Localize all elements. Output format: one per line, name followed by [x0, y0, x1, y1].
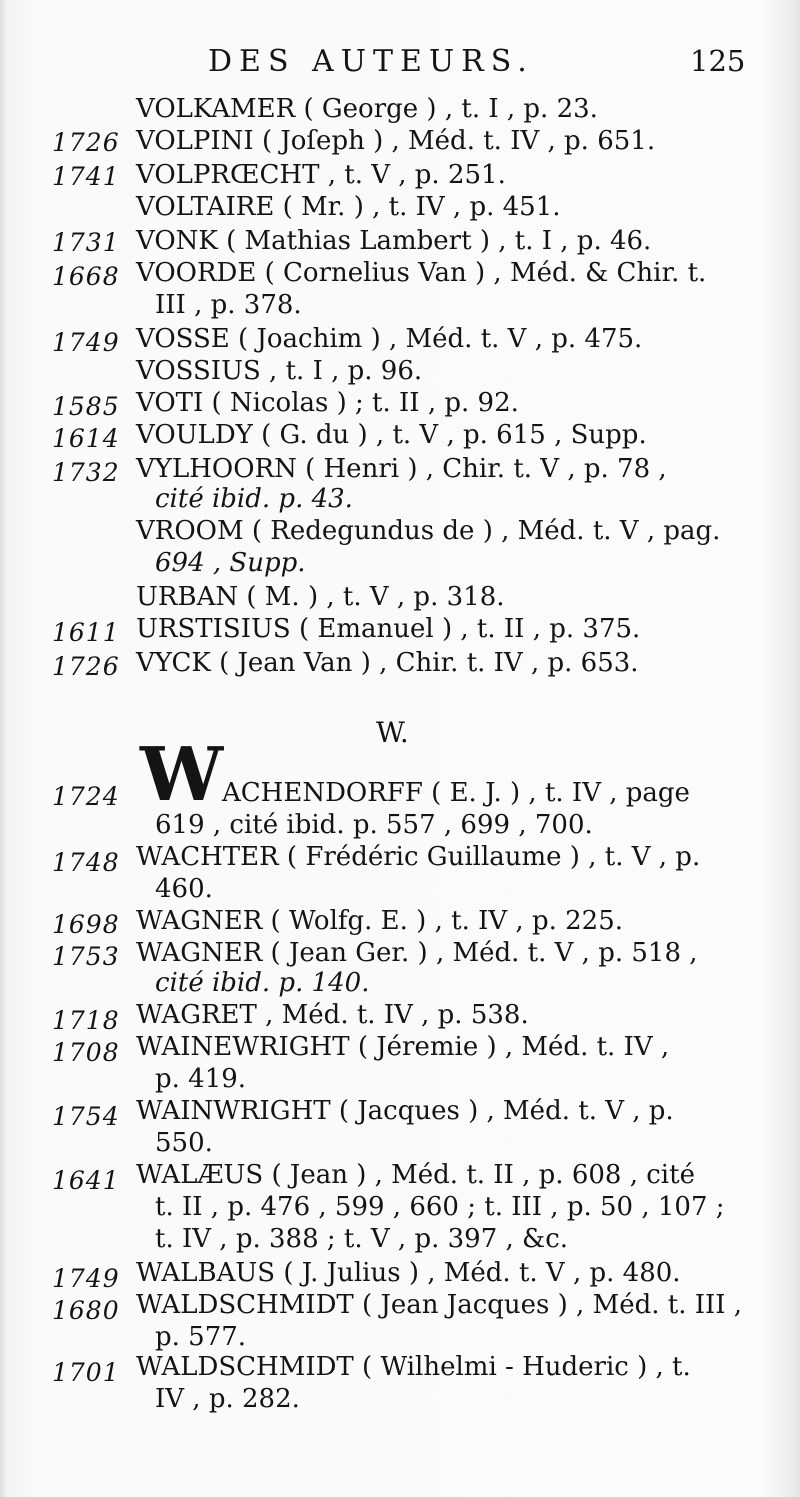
entry-year: 1726 — [52, 652, 120, 681]
entry-line: WAGNER ( Jean Ger. ) , Méd. t. V , p. 518 , — [136, 938, 698, 968]
entry-line: VOLPRŒCHT , t. V , p. 251. — [136, 160, 506, 190]
entry-line: WACHTER ( Frédéric Guillaume ) , t. V , p. — [136, 842, 701, 872]
entry-line: VOORDE ( Cornelius Van ) , Méd. & Chir. t. — [136, 258, 707, 288]
entry-line-cont: 694 , Supp. — [155, 548, 306, 578]
entry-line: ACHENDORFF ( E. J. ) , t. IV , page — [222, 778, 690, 808]
entry-year: 1724 — [52, 782, 120, 811]
entry-line: URBAN ( M. ) , t. V , p. 318. — [136, 582, 505, 612]
entry-year: 1753 — [52, 942, 120, 971]
entry-line: VOULDY ( G. du ) , t. V , p. 615 , Supp. — [136, 420, 647, 450]
page-number: 125 — [690, 44, 746, 78]
entry-line: VOTI ( Nicolas ) ; t. II , p. 92. — [136, 388, 519, 418]
entry-year: 1749 — [52, 328, 120, 357]
entry-line-cont: cité ibid. p. 140. — [155, 968, 370, 998]
entry-line-cont: p. 577. — [155, 1322, 247, 1352]
entry-line-cont: t. II , p. 476 , 599 , 660 ; t. III , p. 50 , 107 ; — [155, 1192, 725, 1222]
entry-line: VOSSE ( Joachim ) , Méd. t. V , p. 475. — [136, 324, 643, 354]
entry-year: 1708 — [52, 1038, 120, 1067]
entry-line: VYCK ( Jean Van ) , Chir. t. IV , p. 653. — [136, 648, 639, 678]
entry-line: VOLTAIRE ( Mr. ) , t. IV , p. 451. — [136, 192, 561, 222]
entry-line-cont: p. 419. — [155, 1064, 247, 1094]
entry-year: 1585 — [52, 392, 120, 421]
entry-line: WAGRET , Méd. t. IV , p. 538. — [136, 1000, 529, 1030]
entry-line-cont: 550. — [155, 1128, 213, 1158]
entry-line: URSTISIUS ( Emanuel ) , t. II , p. 375. — [136, 614, 641, 644]
entry-line: WALDSCHMIDT ( Wilhelmi - Huderic ) , t. — [136, 1352, 691, 1382]
entry-year: 1641 — [52, 1166, 120, 1195]
entry-year: 1731 — [52, 228, 120, 257]
entry-year: 1614 — [52, 424, 120, 453]
entry-line: WAINWRIGHT ( Jacques ) , Méd. t. V , p. — [136, 1096, 674, 1126]
entry-year: 1749 — [52, 1264, 120, 1293]
entry-line: VROOM ( Redegundus de ) , Méd. t. V , pag. — [136, 516, 721, 546]
entry-line: WAINEWRIGHT ( Jéremie ) , Méd. t. IV , — [136, 1032, 670, 1062]
page-title: DES AUTEURS. — [208, 44, 534, 79]
entry-year: 1668 — [52, 262, 120, 291]
entry-year: 1701 — [52, 1358, 120, 1387]
entry-line: VYLHOORN ( Henri ) , Chir. t. V , p. 78 , — [136, 454, 667, 484]
entry-year: 1754 — [52, 1102, 120, 1131]
entry-line: VOLPINI ( Joſeph ) , Méd. t. IV , p. 651. — [136, 126, 656, 156]
section-heading-w: W. — [376, 716, 409, 749]
drop-cap-w: W — [140, 732, 224, 818]
page-header — [0, 44, 800, 84]
entry-year: 1732 — [52, 458, 120, 487]
entry-line: VONK ( Mathias Lambert ) , t. I , p. 46. — [136, 226, 652, 256]
entry-line: WALBAUS ( J. Julius ) , Méd. t. V , p. 480. — [136, 1258, 681, 1288]
entry-line-cont: IV , p. 282. — [155, 1384, 300, 1414]
entry-year: 1698 — [52, 910, 120, 939]
entry-line: VOLKAMER ( George ) , t. I , p. 23. — [136, 94, 598, 124]
entry-year: 1680 — [52, 1296, 120, 1325]
entry-line-cont: cité ibid. p. 43. — [155, 484, 353, 514]
entry-year: 1718 — [52, 1006, 120, 1035]
entry-year: 1748 — [52, 848, 120, 877]
entry-line-cont: t. IV , p. 388 ; t. V , p. 397 , &c. — [155, 1224, 569, 1254]
entry-line: VOSSIUS , t. I , p. 96. — [136, 356, 423, 386]
entry-line-cont: III , p. 378. — [155, 290, 302, 320]
entry-line-cont: 619 , cité ibid. p. 557 , 699 , 700. — [155, 810, 593, 840]
entry-line: WALDSCHMIDT ( Jean Jacques ) , Méd. t. III , — [136, 1290, 743, 1320]
entry-year: 1611 — [52, 618, 120, 647]
entry-year: 1726 — [52, 128, 120, 157]
entry-line: WALÆUS ( Jean ) , Méd. t. II , p. 608 , cité — [136, 1160, 695, 1190]
entry-line: WAGNER ( Wolfg. E. ) , t. IV , p. 225. — [136, 906, 624, 936]
entry-line-cont: 460. — [155, 874, 213, 904]
entry-year: 1741 — [52, 162, 120, 191]
